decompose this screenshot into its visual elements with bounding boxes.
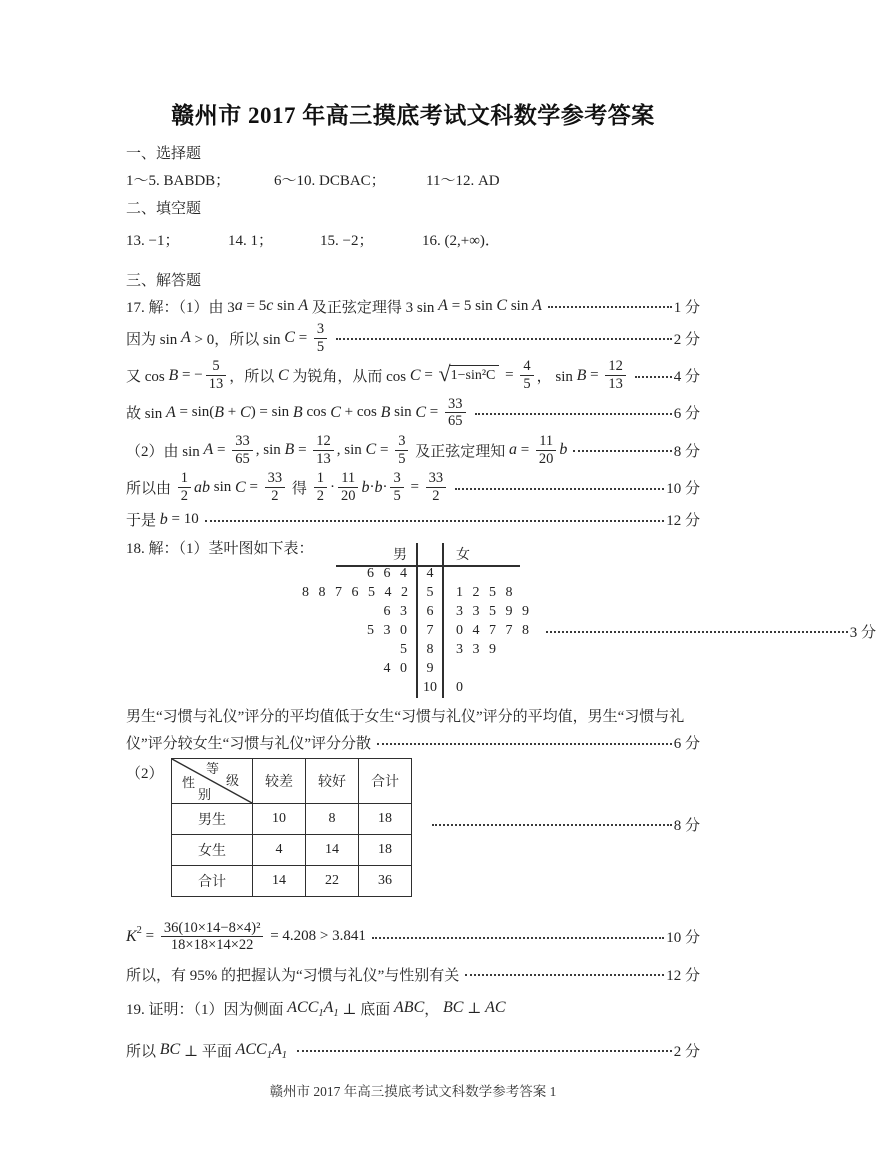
- math-run: b: [559, 441, 568, 459]
- stem-leaf-row: [302, 565, 876, 584]
- radical-symbol: √: [438, 360, 451, 386]
- corner-grade-char-2: 级: [226, 772, 240, 788]
- q19-line-1: [126, 996, 700, 1020]
- denominator: 13: [313, 450, 334, 468]
- text-run: 所以: [126, 1043, 160, 1060]
- fill-answers: [126, 227, 700, 251]
- score-label: 12 分: [666, 513, 700, 530]
- text-run: 所以，有 95% 的把握认为“习惯与礼仪”与性别有关: [126, 967, 460, 984]
- table-cell: 14: [306, 834, 359, 865]
- text-run: sin: [390, 404, 416, 421]
- math-run: AC: [485, 999, 506, 1017]
- text-run: 及正弦定理知: [411, 443, 509, 460]
- numerator: 5: [212, 358, 220, 375]
- text-run: sin: [507, 297, 533, 314]
- table-dot-leader: [426, 814, 700, 835]
- dot-leader: [336, 338, 672, 340]
- math-run: ABC: [394, 999, 425, 1017]
- female-leaves: 0: [456, 680, 463, 696]
- stem-value: 6: [416, 603, 444, 622]
- text-run: ⊥ 平面: [180, 1043, 236, 1060]
- q17-line-1: [126, 294, 700, 318]
- fraction: [314, 321, 327, 355]
- fraction: [206, 358, 227, 392]
- text-run: =: [213, 441, 230, 458]
- subscript: 1: [281, 1049, 287, 1061]
- content: [126, 140, 876, 1062]
- dot-leader: [455, 488, 664, 490]
- math-run: C: [235, 478, 246, 496]
- text-run: , sin: [255, 441, 285, 458]
- text-run: 男生“习惯与礼仪”评分的平均值低于女生“习惯与礼仪”评分的平均值，男生“习惯与礼: [126, 709, 685, 726]
- answer-group: 11～12. AD: [426, 172, 500, 189]
- dot-leader: [432, 824, 672, 826]
- text-run: + cos: [340, 404, 381, 421]
- math-run: C: [496, 297, 508, 314]
- math-run: A: [532, 297, 542, 314]
- numerator: 33: [428, 470, 444, 487]
- stem-leaf-header: [302, 543, 876, 565]
- text-run: ·: [369, 479, 375, 496]
- denominator: 5: [520, 375, 533, 393]
- table-cell: 10: [253, 803, 306, 834]
- q17-line-2: [126, 321, 700, 355]
- stem-value: 10: [416, 679, 444, 698]
- dot-leader: [475, 413, 672, 415]
- female-leaves: 1 2 5 8: [456, 585, 513, 601]
- fraction: [605, 358, 626, 392]
- math-run: A: [323, 999, 334, 1017]
- q17-line-3: [126, 358, 700, 392]
- text-run: = 4.208 > 3.841: [266, 928, 366, 945]
- text-run: 故 sin: [126, 406, 167, 423]
- denominator: 2: [178, 487, 191, 505]
- score-label: 6 分: [673, 406, 700, 423]
- denominator: 5: [395, 450, 408, 468]
- corner-grade-char-1: 等: [206, 760, 220, 776]
- math-run: a: [508, 441, 517, 459]
- numerator: 1: [180, 470, 189, 487]
- q17-line-7: [126, 508, 700, 532]
- answer-group: 6～10. DCBAC；: [274, 172, 386, 189]
- text-run: +: [224, 404, 241, 421]
- radical: [438, 360, 500, 387]
- stem-leaf-header-line: [336, 565, 520, 567]
- math-run: A: [203, 441, 214, 459]
- numerator: 3: [398, 433, 406, 450]
- dot-leader: [372, 937, 664, 939]
- score-label: 10 分: [666, 930, 700, 947]
- text-run: 19. 证明：（1）因为侧面: [126, 1001, 288, 1018]
- numerator: 3: [316, 321, 325, 337]
- male-leaves: 5 3 0: [367, 623, 407, 639]
- q19-line-2: [126, 1038, 700, 1062]
- table-header-row: [172, 758, 412, 803]
- text-run: =: [586, 367, 603, 384]
- score-label: 6 分: [673, 736, 700, 753]
- text-run: 得: [288, 481, 311, 498]
- stem-leaf-row: [302, 679, 876, 698]
- score-label: 2 分: [673, 331, 700, 348]
- text-run: 又 cos: [126, 369, 169, 386]
- female-label: 女: [456, 547, 470, 563]
- text-run: =: [420, 367, 437, 384]
- denominator: 20: [536, 450, 557, 468]
- denominator: 2: [426, 487, 447, 505]
- section-choice-heading: 一、选择题: [126, 145, 202, 162]
- math-run: K: [126, 927, 137, 945]
- stem-value: 7: [416, 622, 444, 641]
- numerator: 12: [608, 358, 623, 375]
- numerator: 33: [235, 433, 250, 450]
- text-run: =: [501, 367, 518, 384]
- male-leaves: 6 3: [383, 604, 407, 620]
- female-leaves: 0 4 7 7 8: [456, 623, 529, 639]
- section-solve-heading: 三、解答题: [126, 272, 202, 289]
- subscript: 1: [333, 1007, 339, 1019]
- math-run: B: [214, 403, 225, 421]
- denominator: 20: [338, 487, 359, 505]
- text-run: =: [376, 441, 393, 458]
- male-leaves: 4 0: [383, 661, 407, 677]
- male-leaves: 5: [400, 642, 407, 658]
- denominator: 65: [445, 412, 466, 430]
- math-run: C: [365, 441, 377, 459]
- math-run: C: [409, 366, 421, 384]
- table-row: [172, 803, 412, 834]
- column-header: 合计: [359, 758, 412, 803]
- k-squared-line: [126, 920, 700, 954]
- fraction: [520, 358, 533, 392]
- score-label: 2 分: [673, 1043, 700, 1060]
- denominator: 5: [390, 487, 403, 505]
- male-leaves: 6 6 4: [367, 566, 407, 582]
- numerator: 36(10×14−8×4)²: [163, 919, 261, 936]
- stem-leaf-row: [302, 641, 876, 660]
- math-run: C: [330, 403, 341, 421]
- math-run: BC: [159, 1041, 181, 1059]
- text-run: = −: [178, 367, 203, 384]
- score-label: 3 分: [849, 624, 876, 641]
- math-run: A: [438, 297, 448, 314]
- row-label: 男生: [172, 803, 253, 834]
- table-cell: 18: [359, 803, 412, 834]
- text-run: 所以由: [126, 481, 175, 498]
- fraction: [314, 470, 327, 504]
- math-run: b: [361, 478, 370, 496]
- numerator: 4: [523, 358, 531, 375]
- numerator: 33: [448, 395, 463, 412]
- text-run: ，: [424, 1001, 444, 1018]
- text-run: [287, 1042, 291, 1059]
- table-cell: 22: [306, 865, 359, 896]
- text-run: ， sin: [536, 369, 577, 386]
- section-fill-heading: 二、填空题: [126, 200, 202, 217]
- score-label: 8 分: [673, 817, 700, 834]
- text-run: 仪”评分较女生“习惯与礼仪”评分分散: [126, 736, 371, 753]
- page-title: 赣州市 2017 年高三摸底考试文科数学参考答案: [171, 103, 655, 128]
- text-run: 因为 sin: [126, 331, 182, 348]
- table-cell: 8: [306, 803, 359, 834]
- denominator: 18×18×14×22: [161, 936, 264, 954]
- text-run: = 5 sin: [447, 297, 497, 314]
- math-run: b: [159, 510, 168, 528]
- table-cell: 14: [253, 865, 306, 896]
- fraction: [313, 433, 334, 467]
- denominator: 65: [232, 450, 253, 468]
- answer-group: 16. (2,+∞)．: [422, 232, 500, 249]
- dot-leader: [377, 743, 672, 745]
- fraction: [536, 433, 557, 467]
- fraction: [426, 470, 447, 504]
- fraction: [265, 470, 286, 504]
- superscript: 2: [136, 925, 142, 937]
- score-label: 1 分: [673, 299, 700, 316]
- stem-value: 4: [416, 565, 444, 584]
- subscript: 1: [266, 1049, 272, 1061]
- fraction: [178, 470, 191, 504]
- answer-group: 15. −2；: [320, 232, 374, 249]
- q18-conclusion-1: [126, 704, 700, 728]
- dot-leader: [205, 520, 665, 522]
- text-run: ⊥: [463, 1000, 486, 1017]
- fraction: [390, 470, 403, 504]
- math-run: A: [181, 329, 191, 347]
- text-run: = sin(: [175, 404, 215, 421]
- text-run: 于是: [126, 513, 160, 530]
- stem-value: 9: [416, 660, 444, 679]
- math-run: ACC: [235, 1041, 267, 1059]
- stem-leaf-row: [302, 660, 876, 679]
- numerator: 3: [393, 470, 401, 487]
- math-run: B: [292, 403, 303, 421]
- answer-group: 14. 1；: [228, 232, 274, 249]
- numerator: 11: [341, 470, 356, 487]
- text-run: =: [406, 479, 423, 496]
- text-run: = 5: [242, 297, 267, 314]
- text-run: ·: [329, 479, 335, 496]
- stem-leaf-row: [302, 622, 876, 641]
- text-run: =: [426, 404, 443, 421]
- male-leaves: 8 8 7 6 5 4 2: [302, 585, 408, 601]
- score-label: 4 分: [673, 369, 700, 386]
- dot-leader: [573, 450, 671, 452]
- numerator: 12: [316, 433, 331, 450]
- math-run: A: [166, 403, 176, 421]
- stem-value: 5: [416, 584, 444, 603]
- text-run: ⊥ 底面: [338, 1001, 395, 1018]
- female-leaves: 3 3 9: [456, 642, 496, 658]
- fraction: [395, 433, 408, 467]
- stem-leaf-plot: [302, 543, 876, 698]
- table-block: [126, 758, 700, 910]
- math-run: C: [240, 403, 251, 421]
- score-label: 12 分: [666, 967, 700, 984]
- row-label: 女生: [172, 834, 253, 865]
- table-row: [172, 834, 412, 865]
- q17-line-4: [126, 396, 700, 430]
- denominator: 2: [265, 487, 286, 505]
- stem-leaf-row: [302, 603, 876, 622]
- dot-leader: [548, 306, 672, 308]
- math-run: C: [277, 366, 289, 384]
- math-run: C: [415, 403, 427, 421]
- diagonal-header-cell: [172, 758, 253, 803]
- fraction: [161, 920, 264, 954]
- denominator: 2: [314, 487, 327, 505]
- stem-value: 8: [416, 641, 444, 660]
- column-header: 较好: [306, 758, 359, 803]
- text-run: ) = sin: [250, 404, 293, 421]
- answer-group: 13. −1；: [126, 232, 180, 249]
- fraction: [445, 396, 466, 430]
- text-run: 及正弦定理得 3 sin: [308, 299, 439, 316]
- text-run: > 0，所以 sin: [190, 331, 285, 348]
- fraction: [232, 433, 253, 467]
- text-run: cos: [302, 404, 331, 421]
- text-run: , sin: [336, 441, 366, 458]
- numerator: 1: [316, 470, 324, 487]
- math-run: ACC: [287, 999, 319, 1017]
- numerator: 11: [539, 433, 554, 450]
- corner-gender-char-2: 别: [198, 786, 212, 802]
- text-run: sin: [210, 479, 236, 496]
- dot-leader: [635, 376, 672, 378]
- answer-group: 1～5. BABDB；: [126, 172, 231, 189]
- math-run: B: [380, 403, 391, 421]
- math-run: B: [576, 366, 587, 384]
- radicand: 1−sin²C: [449, 365, 500, 384]
- column-header: 较差: [253, 758, 306, 803]
- math-run: A: [271, 1041, 282, 1059]
- score-label: 10 分: [666, 481, 700, 498]
- gender-grade-table: [171, 758, 412, 897]
- choice-answers: [126, 167, 700, 191]
- text-run: 为锐角，从而 cos: [288, 369, 410, 386]
- numerator: 33: [267, 470, 283, 487]
- text-run: =: [245, 479, 262, 496]
- table-cell: 4: [253, 834, 306, 865]
- q18-conclusion-2: [126, 731, 700, 755]
- table-cell: 18: [359, 834, 412, 865]
- denominator: 13: [206, 375, 227, 393]
- math-run: C: [284, 329, 295, 347]
- stem-leaf-row: [302, 584, 876, 603]
- female-leaves: 3 3 5 9 9: [456, 604, 529, 620]
- math-run: ab: [194, 478, 211, 496]
- math-run: b: [374, 478, 383, 496]
- text-run: sin: [273, 297, 299, 314]
- math-run: A: [298, 297, 309, 314]
- dot-leader: [546, 631, 848, 633]
- q17-line-6: [126, 470, 700, 504]
- page-footer: 赣州市 2017 年高三摸底考试文科数学参考答案 1: [269, 1084, 557, 1099]
- math-run: c: [266, 297, 274, 314]
- q18-conclusion-3: [126, 962, 700, 986]
- dot-leader: [465, 974, 664, 976]
- math-run: B: [168, 366, 179, 384]
- text-run: =: [294, 329, 311, 346]
- text-run: =: [294, 441, 311, 458]
- row-label: 合计: [172, 865, 253, 896]
- math-run: BC: [443, 999, 464, 1017]
- text-run: =: [141, 928, 158, 945]
- text-run: 17. 解：（1）由 3: [126, 299, 235, 316]
- text-run: ，所以: [229, 369, 278, 386]
- text-run: （2）由 sin: [126, 443, 204, 460]
- fraction: [338, 470, 359, 504]
- denominator: 13: [605, 375, 626, 393]
- text-run: ·: [382, 479, 388, 496]
- stem-column-header: [416, 543, 444, 565]
- math-run: B: [284, 441, 295, 459]
- subscript: 1: [318, 1007, 324, 1019]
- q17-line-5: [126, 433, 700, 467]
- part-2-label: （2）: [126, 765, 164, 782]
- corner-gender-char-1: 性: [182, 774, 196, 790]
- denominator: 5: [314, 338, 327, 356]
- table-cell: 36: [359, 865, 412, 896]
- text-run: =: [516, 441, 533, 458]
- dot-leader: [297, 1050, 672, 1052]
- math-run: a: [234, 297, 243, 314]
- text-run: 18. 解：（1）茎叶图如下表：: [126, 541, 314, 558]
- score-label: 8 分: [673, 443, 700, 460]
- text-run: = 10: [167, 511, 199, 528]
- male-label: 男: [393, 547, 407, 563]
- table-row: [172, 865, 412, 896]
